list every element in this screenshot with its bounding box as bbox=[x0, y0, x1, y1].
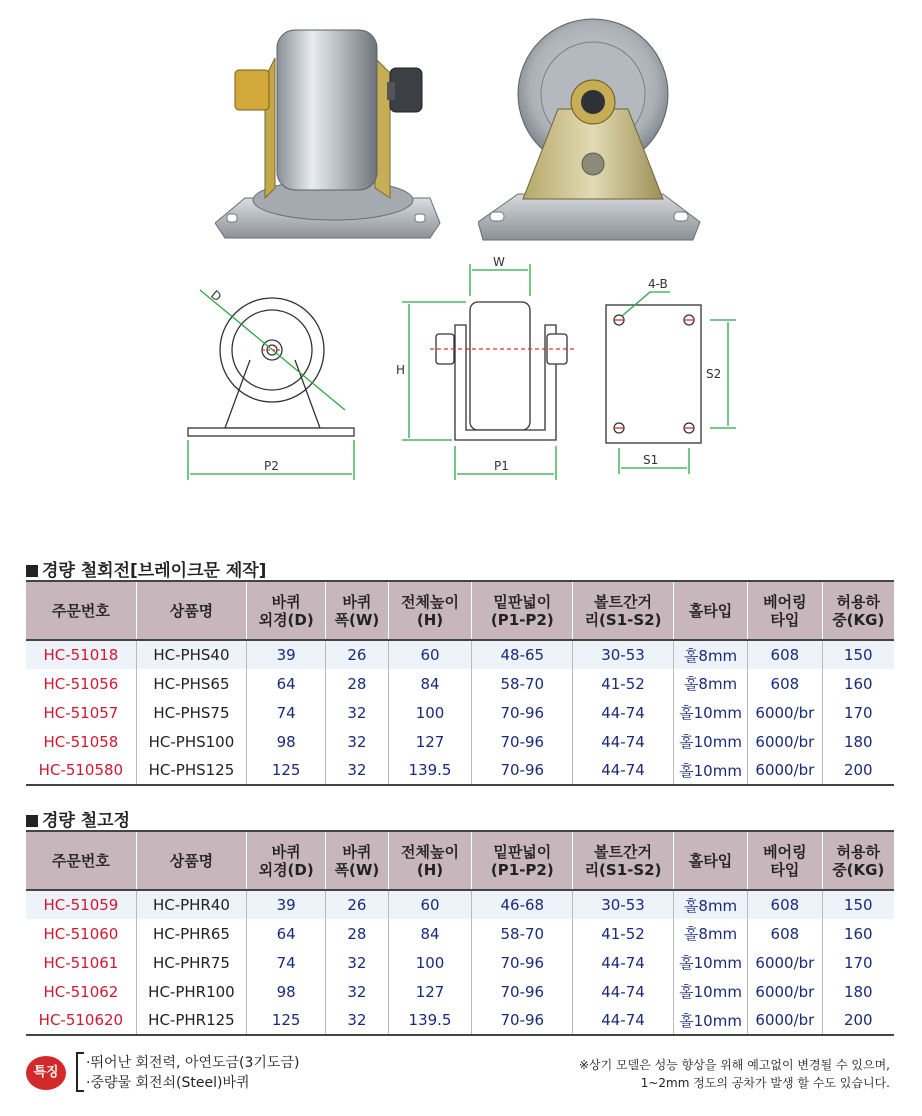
caster-side-photo bbox=[215, 18, 445, 243]
spec-cell: 44-74 bbox=[573, 977, 674, 1006]
feature-line: ·중량물 회전쇠(Steel)바퀴 bbox=[86, 1075, 250, 1091]
spec-cell: 58-70 bbox=[472, 919, 573, 948]
front-view-drawing bbox=[402, 264, 575, 480]
column-header bbox=[26, 831, 136, 890]
spec-cell: 98 bbox=[247, 977, 326, 1006]
column-header-text: 바퀴 bbox=[271, 592, 301, 611]
spec-cell: 48-65 bbox=[472, 640, 573, 669]
spec-cell: 41-52 bbox=[573, 669, 674, 698]
spec-cell: 46-68 bbox=[472, 890, 573, 919]
column-header-text: 외경(D) bbox=[258, 610, 314, 629]
spec-cell: 44-74 bbox=[573, 948, 674, 977]
spec-cell: 홀8mm bbox=[673, 669, 747, 698]
spec-cell: 홀8mm bbox=[673, 890, 747, 919]
column-header bbox=[472, 581, 573, 640]
dimension-drawings bbox=[0, 250, 922, 550]
spec-cell: 41-52 bbox=[573, 919, 674, 948]
column-header-text: (H) bbox=[416, 610, 444, 629]
column-header-text: (P1-P2) bbox=[490, 860, 554, 879]
spec-cell: 28 bbox=[326, 919, 388, 948]
model-cell: HC-PHS65 bbox=[136, 669, 246, 698]
spec-cell: 74 bbox=[247, 948, 326, 977]
table-header-row bbox=[26, 831, 894, 890]
table-row bbox=[26, 698, 894, 727]
diagram-label-d: D bbox=[208, 287, 225, 305]
spec-cell: 180 bbox=[822, 977, 894, 1006]
model-cell: HC-PHS100 bbox=[136, 727, 246, 756]
spec-cell: 홀8mm bbox=[673, 919, 747, 948]
section-title-swivel: 경량 철회전[브레이크문 제작] bbox=[26, 556, 266, 581]
spec-cell: 44-74 bbox=[573, 698, 674, 727]
features-badge: 특징 bbox=[26, 1056, 66, 1090]
spec-cell: 44-74 bbox=[573, 727, 674, 756]
column-header bbox=[822, 831, 894, 890]
diagram-label-h: H bbox=[396, 363, 406, 377]
spec-cell: 70-96 bbox=[472, 698, 573, 727]
spec-cell: 6000/br bbox=[748, 948, 822, 977]
spec-cell: 32 bbox=[326, 977, 388, 1006]
order-number-cell: HC-51062 bbox=[26, 977, 136, 1006]
spec-cell: 70-96 bbox=[472, 1006, 573, 1035]
spec-cell: 60 bbox=[388, 640, 472, 669]
spec-cell: 64 bbox=[247, 669, 326, 698]
section-title-fixed: 경량 철고정 bbox=[26, 806, 130, 831]
spec-cell: 32 bbox=[326, 698, 388, 727]
column-header-text: 볼트간거 bbox=[594, 592, 652, 611]
column-header bbox=[247, 831, 326, 890]
column-header-text: (H) bbox=[416, 860, 444, 879]
column-header bbox=[748, 831, 822, 890]
order-number-cell: HC-51056 bbox=[26, 669, 136, 698]
spec-cell: 608 bbox=[748, 919, 822, 948]
square-bullet-icon bbox=[26, 815, 38, 827]
spec-cell: 170 bbox=[822, 698, 894, 727]
column-header-text: 리(S1-S2) bbox=[584, 860, 662, 879]
spec-cell: 26 bbox=[326, 640, 388, 669]
column-header-text: 상품명 bbox=[169, 601, 214, 620]
column-header-text: 주문번호 bbox=[51, 851, 110, 870]
column-header bbox=[388, 581, 472, 640]
spec-cell: 26 bbox=[326, 890, 388, 919]
column-header-text: 밑판넓이 bbox=[493, 592, 552, 611]
spec-cell: 608 bbox=[748, 890, 822, 919]
spec-cell: 홀10mm bbox=[673, 977, 747, 1006]
table-row bbox=[26, 977, 894, 1006]
column-header-text: 타입 bbox=[770, 610, 800, 629]
column-header bbox=[326, 831, 388, 890]
model-cell: HC-PHS125 bbox=[136, 756, 246, 785]
footer bbox=[26, 1050, 896, 1100]
model-cell: HC-PHR65 bbox=[136, 919, 246, 948]
spec-cell: 39 bbox=[247, 890, 326, 919]
spec-cell: 6000/br bbox=[748, 977, 822, 1006]
column-header-text: 전체높이 bbox=[401, 592, 459, 611]
spec-cell: 44-74 bbox=[573, 1006, 674, 1035]
spec-cell: 150 bbox=[822, 640, 894, 669]
column-header-text: 폭(W) bbox=[334, 860, 380, 879]
column-header-text: 밑판넓이 bbox=[493, 842, 552, 861]
order-number-cell: HC-51057 bbox=[26, 698, 136, 727]
spec-cell: 70-96 bbox=[472, 727, 573, 756]
caster-front-photo bbox=[478, 14, 703, 244]
bracket-icon bbox=[76, 1052, 84, 1092]
order-number-cell: HC-51018 bbox=[26, 640, 136, 669]
column-header bbox=[326, 581, 388, 640]
spec-cell: 160 bbox=[822, 669, 894, 698]
spec-cell: 139.5 bbox=[388, 756, 472, 785]
column-header-text: 전체높이 bbox=[401, 842, 459, 861]
spec-cell: 홀10mm bbox=[673, 698, 747, 727]
table-row bbox=[26, 948, 894, 977]
column-header bbox=[673, 581, 747, 640]
spec-cell: 150 bbox=[822, 890, 894, 919]
spec-cell: 74 bbox=[247, 698, 326, 727]
table-row bbox=[26, 640, 894, 669]
column-header bbox=[136, 581, 246, 640]
model-cell: HC-PHS40 bbox=[136, 640, 246, 669]
spec-cell: 200 bbox=[822, 1006, 894, 1035]
column-header-text: 베어링 bbox=[763, 592, 807, 611]
spec-cell: 70-96 bbox=[472, 948, 573, 977]
spec-cell: 6000/br bbox=[748, 698, 822, 727]
spec-cell: 6000/br bbox=[748, 727, 822, 756]
table-header-row bbox=[26, 581, 894, 640]
model-cell: HC-PHS75 bbox=[136, 698, 246, 727]
spec-cell: 160 bbox=[822, 919, 894, 948]
column-header bbox=[573, 831, 674, 890]
model-cell: HC-PHR100 bbox=[136, 977, 246, 1006]
order-number-cell: HC-51059 bbox=[26, 890, 136, 919]
column-header-text: 폭(W) bbox=[334, 610, 380, 629]
product-photos bbox=[0, 0, 922, 250]
model-cell: HC-PHR40 bbox=[136, 890, 246, 919]
column-header bbox=[673, 831, 747, 890]
column-header bbox=[136, 831, 246, 890]
column-header bbox=[472, 831, 573, 890]
spec-cell: 139.5 bbox=[388, 1006, 472, 1035]
spec-cell: 84 bbox=[388, 669, 472, 698]
spec-cell: 홀10mm bbox=[673, 727, 747, 756]
spec-table-swivel bbox=[26, 580, 894, 786]
spec-cell: 32 bbox=[326, 948, 388, 977]
diagram-label-w: W bbox=[493, 255, 505, 269]
spec-cell: 44-74 bbox=[573, 756, 674, 785]
spec-cell: 84 bbox=[388, 919, 472, 948]
spec-cell: 58-70 bbox=[472, 669, 573, 698]
column-header bbox=[822, 581, 894, 640]
spec-cell: 홀10mm bbox=[673, 756, 747, 785]
disclaimer-line: ※상기 모델은 성능 향상을 위해 예고없이 변경될 수 있으며, bbox=[578, 1058, 890, 1072]
spec-cell: 홀8mm bbox=[673, 640, 747, 669]
spec-cell: 30-53 bbox=[573, 640, 674, 669]
diagram-label-s1: S1 bbox=[643, 453, 659, 467]
spec-cell: 100 bbox=[388, 698, 472, 727]
table-row bbox=[26, 890, 894, 919]
spec-cell: 180 bbox=[822, 727, 894, 756]
order-number-cell: HC-510580 bbox=[26, 756, 136, 785]
disclaimer-line: 1~2mm 정도의 공차가 발생 할 수도 있습니다. bbox=[640, 1076, 890, 1090]
table-row bbox=[26, 1006, 894, 1035]
spec-cell: 홀10mm bbox=[673, 1006, 747, 1035]
table-row bbox=[26, 756, 894, 785]
spec-cell: 홀10mm bbox=[673, 948, 747, 977]
column-header-text: 타입 bbox=[770, 860, 800, 879]
spec-cell: 127 bbox=[388, 977, 472, 1006]
square-bullet-icon bbox=[26, 565, 38, 577]
spec-cell: 125 bbox=[247, 1006, 326, 1035]
model-cell: HC-PHR75 bbox=[136, 948, 246, 977]
order-number-cell: HC-51060 bbox=[26, 919, 136, 948]
side-view-drawing bbox=[188, 287, 354, 480]
column-header bbox=[748, 581, 822, 640]
column-header-text: 허용하 bbox=[836, 842, 880, 861]
feature-line: ·뛰어난 회전력, 아연도금(3기도금) bbox=[86, 1055, 300, 1071]
spec-cell: 70-96 bbox=[472, 756, 573, 785]
column-header-text: 리(S1-S2) bbox=[584, 610, 662, 629]
spec-cell: 70-96 bbox=[472, 977, 573, 1006]
spec-cell: 32 bbox=[326, 727, 388, 756]
spec-cell: 127 bbox=[388, 727, 472, 756]
spec-table-fixed bbox=[26, 830, 894, 1036]
column-header-text: (P1-P2) bbox=[490, 610, 554, 629]
spec-cell: 6000/br bbox=[748, 1006, 822, 1035]
column-header-text: 베어링 bbox=[763, 842, 807, 861]
spec-cell: 60 bbox=[388, 890, 472, 919]
spec-cell: 100 bbox=[388, 948, 472, 977]
column-header-text: 중(KG) bbox=[832, 860, 885, 879]
diagram-label-s2: S2 bbox=[706, 367, 722, 381]
column-header-text: 홀타입 bbox=[688, 601, 733, 620]
column-header-text: 허용하 bbox=[836, 592, 880, 611]
spec-cell: 28 bbox=[326, 669, 388, 698]
column-header-text: 외경(D) bbox=[258, 860, 314, 879]
spec-cell: 30-53 bbox=[573, 890, 674, 919]
spec-cell: 6000/br bbox=[748, 756, 822, 785]
spec-cell: 170 bbox=[822, 948, 894, 977]
diagram-label-p1: P1 bbox=[494, 459, 509, 473]
spec-cell: 32 bbox=[326, 756, 388, 785]
spec-cell: 64 bbox=[247, 919, 326, 948]
column-header-text: 바퀴 bbox=[342, 842, 372, 861]
column-header bbox=[573, 581, 674, 640]
model-cell: HC-PHR125 bbox=[136, 1006, 246, 1035]
top-view-drawing bbox=[606, 292, 736, 474]
column-header bbox=[247, 581, 326, 640]
column-header-text: 상품명 bbox=[169, 851, 214, 870]
spec-cell: 125 bbox=[247, 756, 326, 785]
column-header-text: 홀타입 bbox=[688, 851, 733, 870]
column-header-text: 바퀴 bbox=[342, 592, 372, 611]
column-header bbox=[26, 581, 136, 640]
spec-cell: 98 bbox=[247, 727, 326, 756]
spec-cell: 200 bbox=[822, 756, 894, 785]
column-header-text: 볼트간거 bbox=[594, 842, 652, 861]
order-number-cell: HC-51061 bbox=[26, 948, 136, 977]
spec-cell: 32 bbox=[326, 1006, 388, 1035]
column-header-text: 바퀴 bbox=[271, 842, 301, 861]
order-number-cell: HC-510620 bbox=[26, 1006, 136, 1035]
column-header-text: 주문번호 bbox=[51, 601, 110, 620]
column-header bbox=[388, 831, 472, 890]
table-row bbox=[26, 727, 894, 756]
spec-cell: 608 bbox=[748, 669, 822, 698]
order-number-cell: HC-51058 bbox=[26, 727, 136, 756]
table-row bbox=[26, 919, 894, 948]
diagram-label-b: 4-B bbox=[648, 277, 668, 291]
spec-cell: 608 bbox=[748, 640, 822, 669]
spec-cell: 39 bbox=[247, 640, 326, 669]
table-row bbox=[26, 669, 894, 698]
diagram-label-p2: P2 bbox=[264, 459, 279, 473]
column-header-text: 중(KG) bbox=[832, 610, 885, 629]
